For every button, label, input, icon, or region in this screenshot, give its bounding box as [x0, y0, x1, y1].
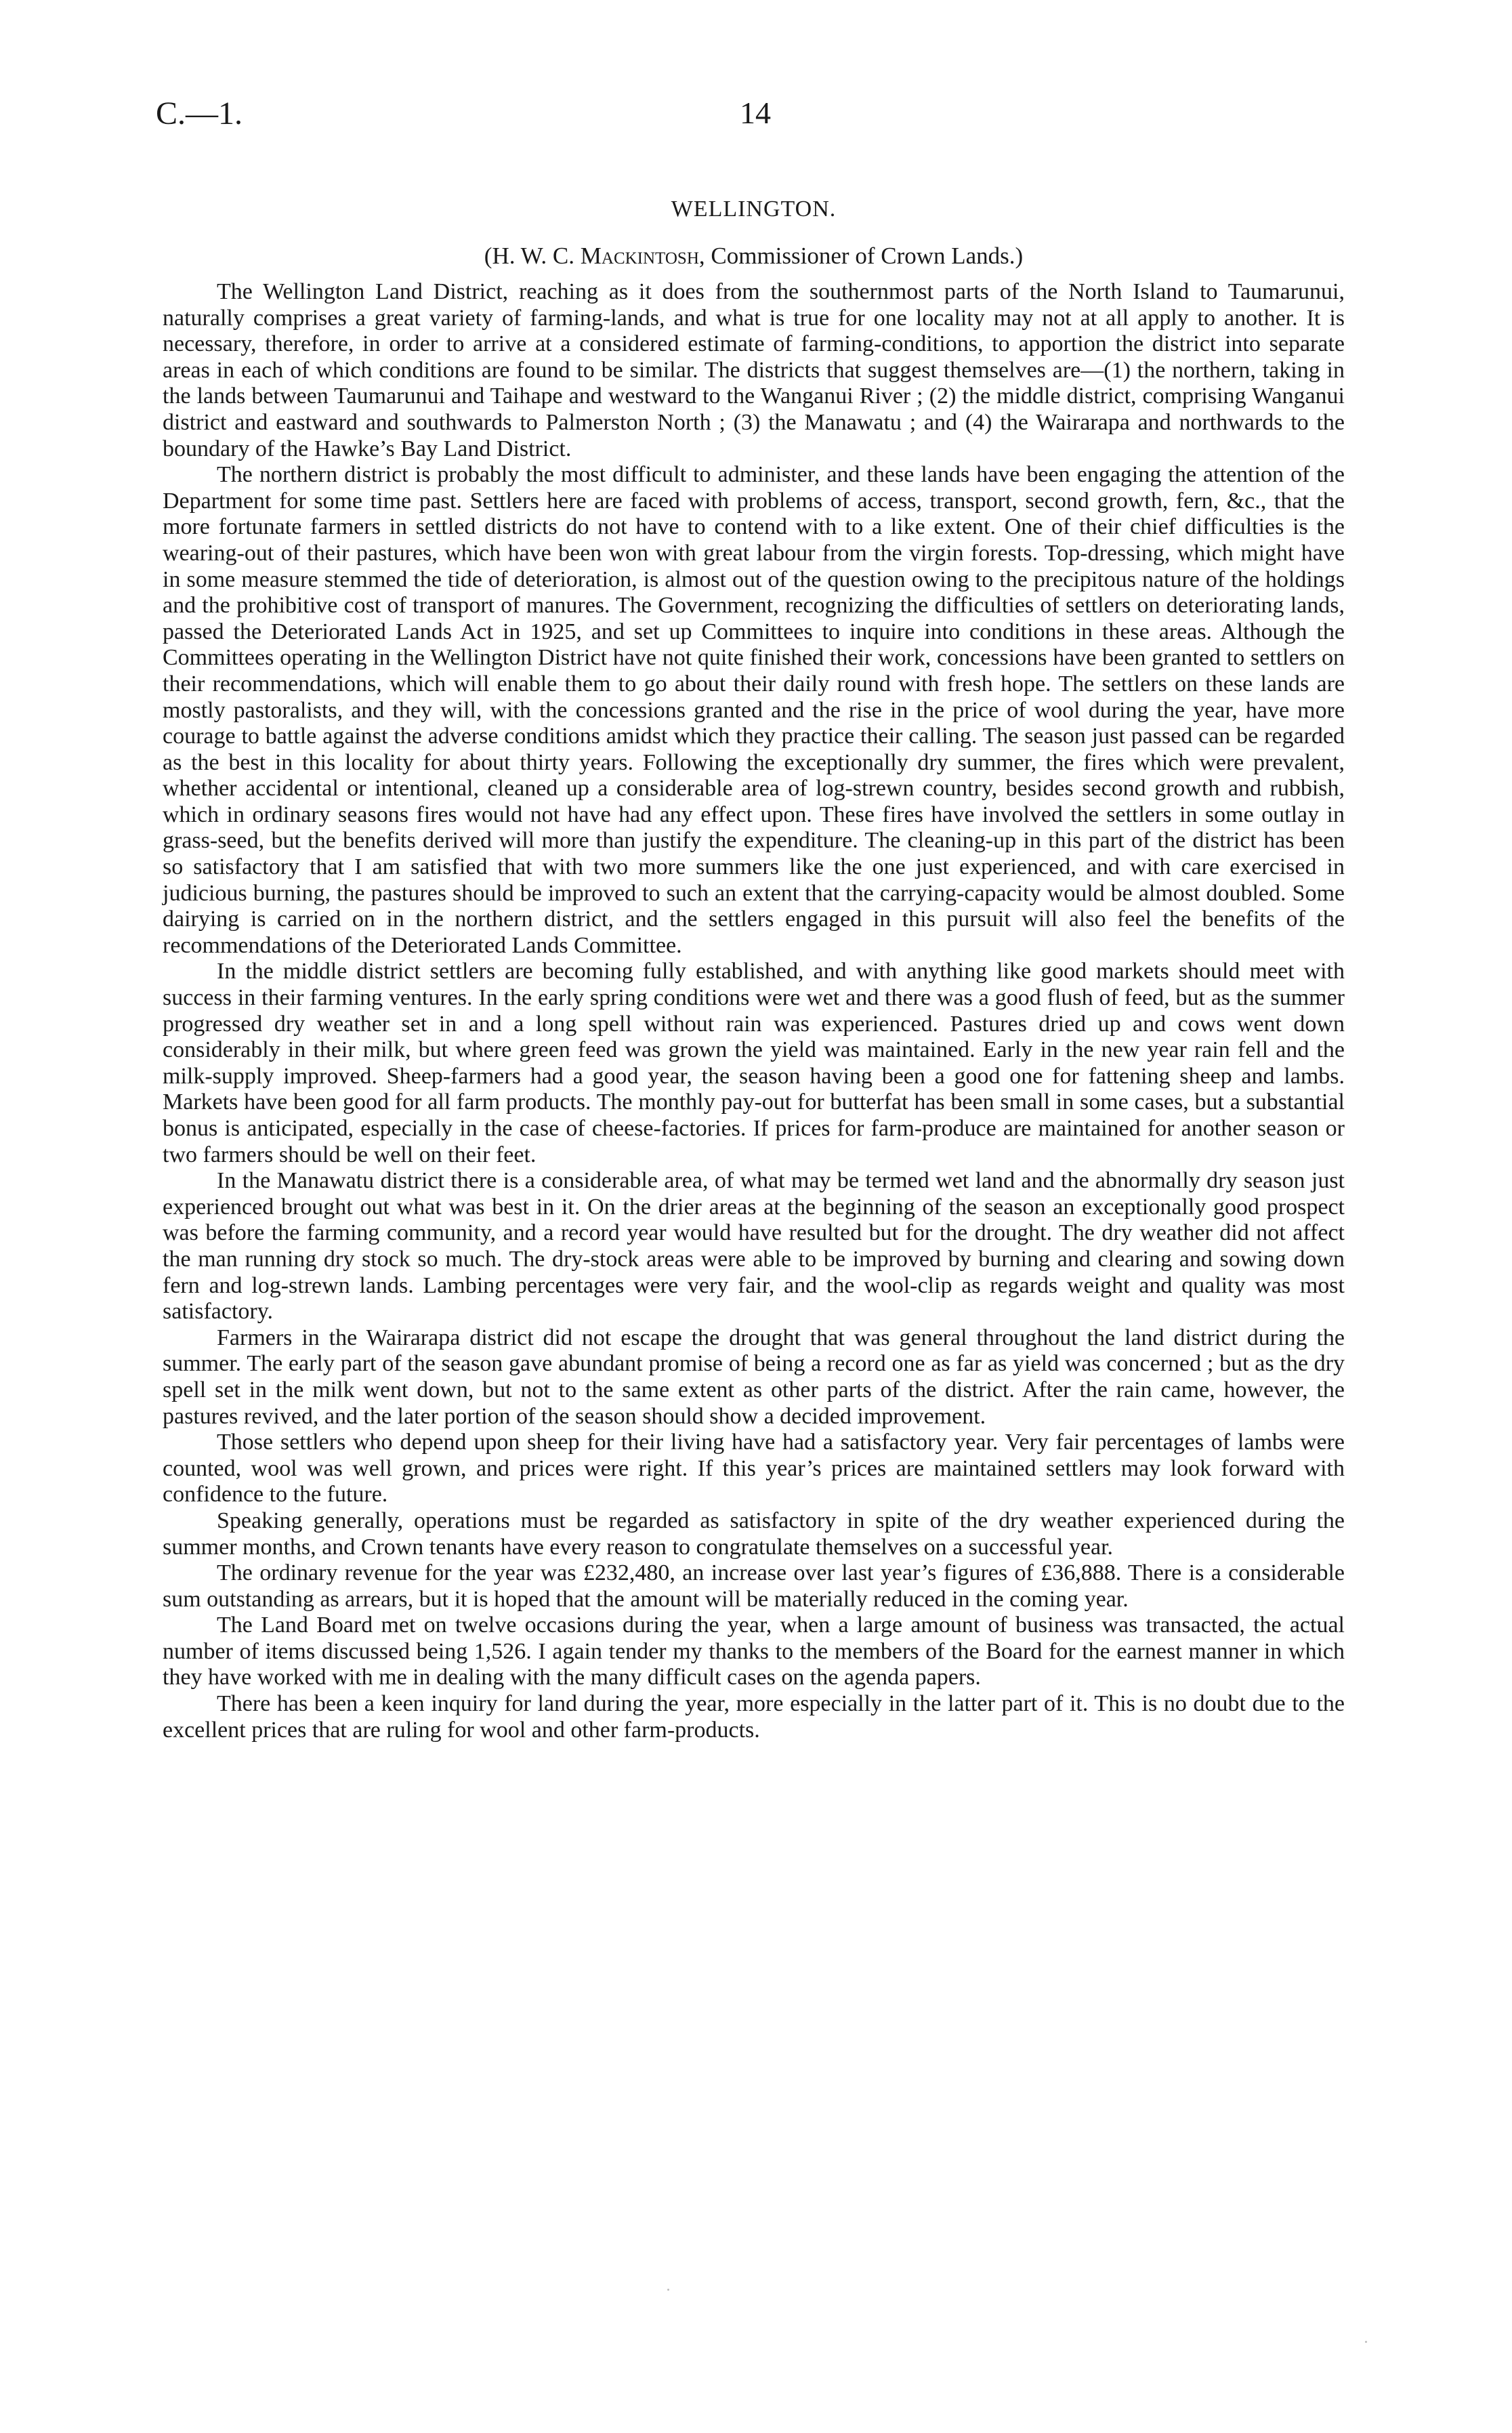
section-title: WELLINGTON. — [671, 196, 837, 222]
paragraph: There has been a keen inquiry for land during the year, more especially in the latter part of it. This is no doubt due to the excellent prices that are ruling for wool and other farm-products. — [163, 1691, 1345, 1743]
byline-initials: (H. W. C. — [484, 243, 575, 269]
running-head — [156, 95, 1348, 142]
body-text — [163, 279, 1345, 1743]
document-id: C.—1. — [156, 96, 243, 131]
paragraph: In the Manawatu district there is a considerable area, of what may be termed wet land and the abnormally dry season just experienced brought out what was best in it. On the drier areas at the beginning of the season an exceptionally good prospect was before the farming community, and a record year would have resulted but for the drought. The dry weather did not affect the man running dry stock so much. The dry-stock areas were able to be improved by burning and clearing and sowing down fern and log-strewn lands. Lambing percentages were very fair, and the wool-clip as regards weight and quality was most satisfactory. — [163, 1168, 1345, 1325]
page-number: 14 — [740, 96, 771, 130]
paragraph: In the middle district settlers are becoming fully established, and with anything like good markets should meet with success in their farming ventures. In the early spring conditions were wet and there was a good flush of feed, but as the summer progressed dry weather set in and a long spell without rain was experienced. Pastures dried up and cows went down considerably in their milk, but where green feed was grown the yield was maintained. Early in the new year rain fell and the milk-supply improved. Sheep-farmers had a good year, the season having been a good one for fattening sheep and lambs. Markets have been good for all farm products. The monthly pay-out for butterfat has been small in some cases, but a substantial bonus is anticipated, especially in the case of cheese-factories. If prices for farm-produce are maintained for another season or two farmers should be well on their feet. — [163, 959, 1345, 1167]
paragraph: Speaking generally, operations must be regarded as satisfactory in spite of the dry weather experienced during the summer months, and Crown tenants have every reason to congratulate themselves on a successful year. — [163, 1507, 1345, 1560]
speck — [667, 2289, 669, 2291]
byline — [163, 243, 1345, 270]
paragraph: The Wellington Land District, reaching as it does from the southernmost parts of the North Island to Taumarunui, naturally comprises a great variety of farming-lands, and what is true for one locality may not at all apply to another. It is necessary, therefore, in order to arrive at a considered estimate of farming-conditions, to apportion the district into separate areas in each of which conditions are found to be similar. The districts that suggest themselves are—(1) the northern, taking in the lands between Taumarunui and Taihape and westward to the Wanganui River ; (2) the middle district, comprising Wanganui district and eastward and southwards to Palmerston North ; (3) the Manawatu ; and (4) the Wairarapa and northwards to the boundary of the Hawke’s Bay Land District. — [163, 279, 1345, 461]
paragraph: Those settlers who depend upon sheep for their living have had a satisfactory year. Very fair percentages of lambs were counted, wool was well grown, and prices were right. If this year’s prices are maintained settlers may look forward with confidence to the future. — [163, 1430, 1345, 1507]
byline-name: Mackintosh — [580, 243, 699, 269]
paragraph: The Land Board met on twelve occasions during the year, when a large amount of business was transacted, the actual number of items discussed being 1,526. I again tender my thanks to the members of the Board for the earnest manner in which they have worked with me in dealing with the many difficult cases on the agenda papers. — [163, 1613, 1345, 1690]
paragraph: The ordinary revenue for the year was £232,480, an increase over last year’s figures of £36,888. There is a considerable sum outstanding as arrears, but it is hoped that the amount will be materially reduced in the coming year. — [163, 1560, 1345, 1612]
paragraph: The northern district is probably the most difficult to administer, and these lands have been engaging the attention of the Department for some time past. Settlers here are faced with problems of access, transport, second growth, fern, &c., that the more fortunate farmers in settled districts do not have to contend with to a like extent. One of their chief difficulties is the wearing-out of their pastures, which have been won with great labour from the virgin forests. Top-dressing, which might have in some measure stemmed the tide of deterioration, is almost out of the question owing to the precipitous nature of the holdings and the prohibitive cost of transport of manures. The Government, recognizing the difficulties of settlers on deteriorating lands, passed the Deteriorated Lands Act in 1925, and set up Committees to inquire into conditions in these areas. Although the Committees operating in the Wellington District have not quite finished their work, concessions have been granted to settlers on their recommendations, which will enable them to go about their daily round with fresh hope. The settlers on these lands are mostly pastoralists, and they will, with the concessions granted and the rise in the price of wool during the year, have more courage to battle against the adverse conditions amidst which they practice their calling. The season just passed can be regarded as the best in this locality for about thirty years. Following the exceptionally dry summer, the fires which were prevalent, whether accidental or intentional, cleaned up a considerable area of log-strewn country, besides second growth and rubbish, which in ordinary seasons fires would not have had any effect upon. These fires have involved the settlers in some outlay in grass-seed, but the benefits derived will more than justify the expenditure. The cleaning-up in this part of the district has been so satisfactory that I am satisfied that with two more summers like the one just experienced, and with care exercised in judicious burning, the pastures should be improved to such an extent that the carrying-capacity would be almost doubled. Some dairying is carried on in the northern district, and the settlers engaged in this pursuit will also feel the benefits of the recommendations of the Deteriorated Lands Committee. — [163, 462, 1345, 958]
byline-role: , Commissioner of Crown Lands.) — [698, 243, 1024, 269]
paragraph: Farmers in the Wairarapa district did not escape the drought that was general throughout the land district during the summer. The early part of the season gave abundant promise of being a record one as far as yield was concerned ; but as the dry spell set in the milk went down, but not to the same extent as other parts of the district. After the rain came, however, the pastures revived, and the later portion of the season should show a decided improvement. — [163, 1325, 1345, 1429]
speck — [1365, 2341, 1367, 2343]
